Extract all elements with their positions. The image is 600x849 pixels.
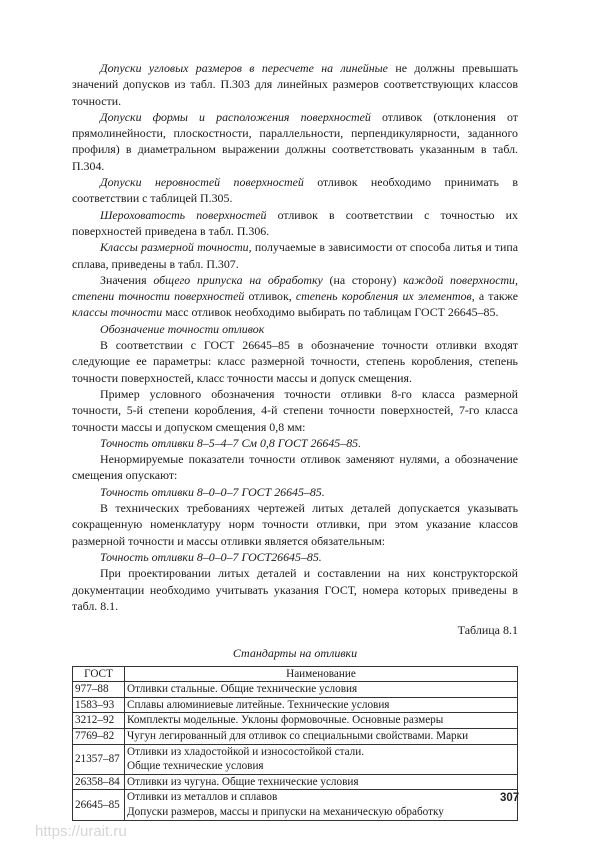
table-row (73, 713, 518, 729)
italic-term: Шероховатость поверхностей (100, 207, 267, 222)
table-row (73, 729, 518, 745)
standard-name: Отливки стальные. Общие технические условия (125, 682, 518, 698)
table-row (73, 682, 518, 698)
table-row (73, 697, 518, 713)
example-designation: Точность отливки 8–0–0–7 ГОСТ26645–85. (100, 549, 322, 564)
example-designation: Точность отливки 8–0–0–7 ГОСТ 26645–85. (100, 484, 325, 499)
italic-term: Классы размерной точности, (100, 240, 252, 255)
table-row (73, 744, 518, 774)
standard-name: Сплавы алюминиевые литейные. Технические условия (125, 697, 518, 713)
italic-term: Допуски неровностей поверхностей (100, 175, 304, 190)
standard-name: Отливки из хладостойкой и износостойкой стали. Общие технические условия (125, 744, 518, 774)
table-row (73, 790, 518, 820)
gost-code: 977–88 (73, 682, 125, 698)
standard-name: Отливки из чугуна. Общие технические условия (125, 774, 518, 790)
gost-code: 21357–87 (73, 744, 125, 774)
standards-table (72, 666, 518, 821)
page-number: 307 (500, 792, 520, 804)
table-title: Стандарты на отливки (232, 646, 358, 661)
table-label: Таблица 8.1 (457, 623, 518, 638)
paragraph: В технических требованиях чертежей литых деталей допускается указывать сокращенную номенклатуру норм точности отливки, при этом указание классов размерной точности и массы отливки является обязательным: (72, 501, 518, 548)
gost-code: 3212–92 (73, 713, 125, 729)
body-text (72, 60, 518, 821)
paragraph: Значения общего припуска на обработку (на сторону) каждой поверхности, степени точности поверхностей отливок, степень коробления их элементов, а также классы точности масс отливок необходимо выбирать по таблицам ГОСТ 26645–85. (72, 272, 518, 320)
watermark-link[interactable]: https://urait.ru (35, 823, 127, 840)
paragraph: Допуски неровностей поверхностей отливок необходимо принимать в соответствии с таблицей П.305. (72, 175, 519, 206)
example-designation: Точность отливки 8–5–4–7 См 0,8 ГОСТ 26645–85. (100, 435, 362, 450)
paragraph: Ненормируемые показатели точности отливок заменяют нулями, а обозначение смещения опускают: (72, 452, 518, 483)
italic-term: Допуски формы и расположения поверхностей (100, 109, 371, 124)
gost-code: 7769–82 (73, 729, 125, 745)
table-header-row (73, 666, 518, 682)
header-name: Наименование (125, 666, 518, 682)
italic-term: Допуски угловых размеров в пересчете на линейные (100, 61, 388, 75)
paragraph: В соответствии с ГОСТ 26645–85 в обозначение точности отливки входят следующие ее параметры: класс размерной точности, степень коробления, степень точности поверхностей, класс точности массы и допуск смещения. (72, 338, 518, 385)
paragraph: Пример условного обозначения точности отливки 8-го класса размерной точности, 5-й степени коробления, 4-й степени точности поверхностей, 7-го класса точности массы и допуском смещения 0,8 мм: (72, 386, 518, 434)
gost-code: 1583–93 (73, 697, 125, 713)
standard-name: Чугун легированный для отливок со специальными свойствами. Марки (125, 729, 518, 745)
paragraph: Классы размерной точности, получаемые в зависимости от способа литья и типа сплава, приведены в табл. П.307. (72, 240, 518, 271)
paragraph: Допуски формы и расположения поверхностей отливок (отклонения от прямолинейности, плоскостности, параллельности, перпендикулярности, заданного профиля) в диаметральном выражении должны соответствовать указанным в табл. П.304. (72, 109, 518, 173)
section-heading: Обозначение точности отливок (100, 321, 265, 336)
standard-name: Комплекты модельные. Уклоны формовочные. Основные размеры (125, 713, 518, 729)
paragraph: Шероховатость поверхностей отливок в соответствии с точностью их поверхностей приведена в табл. П.306. (72, 207, 518, 238)
header-gost: ГОСТ (73, 666, 125, 682)
gost-code: 26358–84 (73, 774, 125, 790)
gost-code: 26645–85 (73, 790, 125, 820)
paragraph: При проектировании литых деталей и составлении на них конструкторской документации необходимо учитывать указания ГОСТ, номера которых приведены в табл. 8.1. (72, 566, 518, 613)
standard-name: Отливки из металлов и сплавов Допуски размеров, массы и припуски на механическую обработку (125, 790, 518, 820)
paragraph: Допуски угловых размеров в пересчете на линейные не должны превышать значений допусков из табл. П.303 для линейных размеров соответствующих классов точности. (72, 61, 518, 108)
table-row (73, 774, 518, 790)
